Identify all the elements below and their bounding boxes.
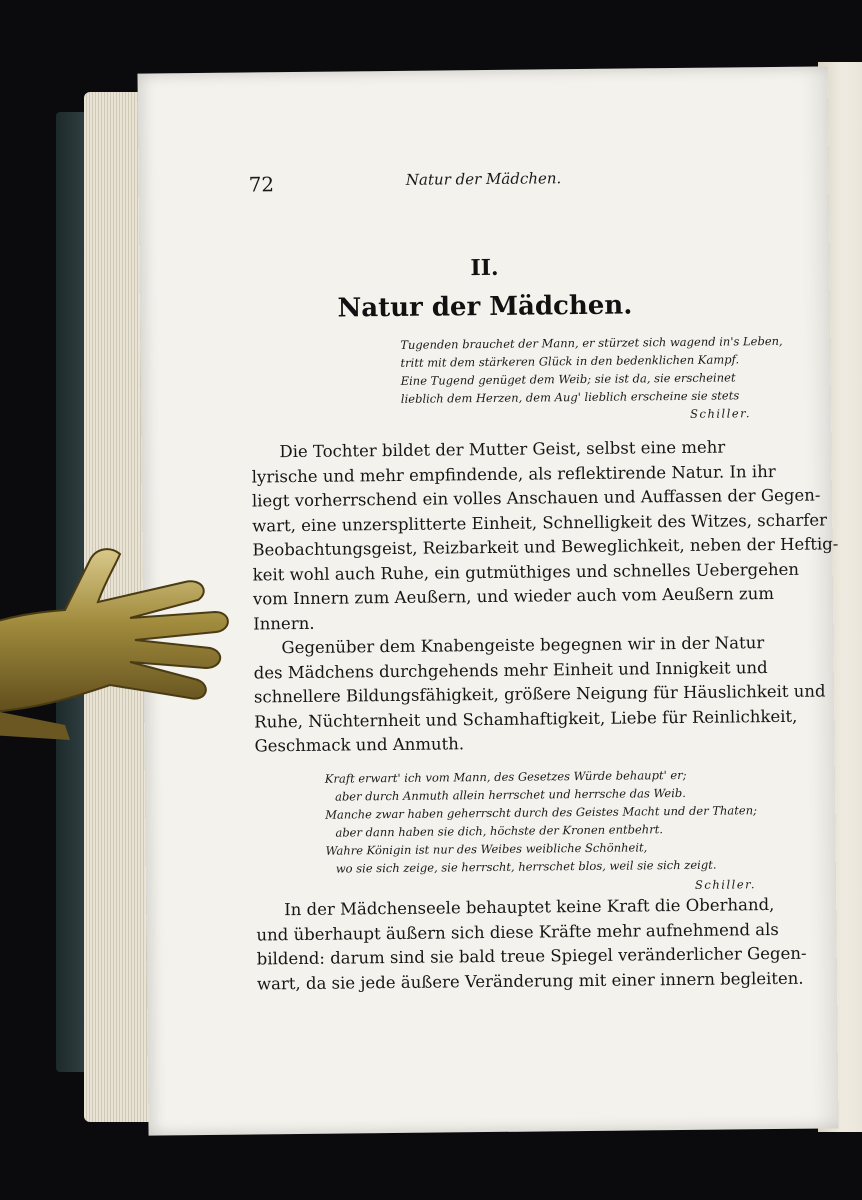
poem-verse	[325, 765, 756, 897]
motto-attribution: Schiller.	[690, 406, 752, 421]
text-line: bildend: darum sind sie bald treue Spiegel veränderlicher Gegen-	[256, 943, 807, 969]
poem-line: Manche zwar haben geherrscht durch des Geistes Macht und der Thaten;	[325, 803, 758, 822]
text-line: wart, eine unzersplitterte Einheit, Schnelligkeit des Witzes, scharfer	[252, 509, 828, 535]
text-line: keit wohl auch Ruhe, ein gutmüthiges und schnelles Uebergehen	[252, 559, 800, 584]
running-title: Natur der Mädchen.	[405, 169, 562, 189]
motto-line: Tugenden brauchet der Mann, er stürzet sich wagend in's Leben,	[400, 333, 783, 352]
book-page	[137, 66, 838, 1135]
poem-line: Kraft erwart' ich vom Mann, des Gesetzes Würde behaupt' er;	[324, 767, 687, 786]
text-line: vom Innern zum Aeußern, und wieder auch vom Aeußern zum	[252, 584, 775, 609]
brass-hand-bookmark	[0, 520, 240, 780]
poem-line: wo sie sich zeige, sie herrscht, herrschet blos, weil sie sich zeigt.	[335, 857, 717, 876]
motto-line: Eine Tugend genüget dem Weib; sie ist da, sie erscheinet	[400, 370, 736, 388]
text-line: schnellere Bildungsfähigkeit, größere Neigung für Häuslichkeit und	[253, 681, 826, 707]
text-line: lyrische und mehr empfindende, als reflektirende Natur. In ihr	[251, 461, 776, 486]
text-line: In der Mädchenseele behauptet keine Kraft die Oberhand,	[284, 895, 775, 920]
motto-verse	[400, 332, 783, 426]
poem-line: aber dann haben sie dich, höchste der Kronen entbehrt.	[335, 822, 664, 840]
paragraph-2	[253, 631, 826, 759]
text-line: Die Tochter bildet der Mutter Geist, selbst eine mehr	[279, 437, 726, 462]
text-line: Innern.	[253, 613, 315, 633]
text-line: Gegenüber dem Knabengeiste begegnen wir in der Natur	[281, 633, 765, 658]
text-line: liegt vorherrschend ein volles Anschauen und Auffassen der Gegen-	[251, 485, 821, 511]
poem-line: aber durch Anmuth allein herrschet und herrsche das Weib.	[334, 785, 686, 804]
text-line: Geschmack und Anmuth.	[254, 734, 465, 756]
chapter-number: II.	[470, 254, 499, 282]
poem-attribution: Schiller.	[694, 877, 757, 892]
paragraph-1	[251, 435, 839, 636]
text-line: wart, da sie jede äußere Veränderung mit einer innern begleiten.	[256, 968, 804, 993]
page-number: 72	[248, 172, 275, 197]
text-line: Beobachtungsgeist, Reizbarkeit und Beweglichkeit, neben der Heftig-	[252, 534, 839, 560]
poem-line: Wahre Königin ist nur des Weibes weibliche Schönheit,	[325, 840, 648, 858]
chapter-title: Natur der Mädchen.	[337, 290, 633, 324]
motto-line: lieblich dem Herzen, dem Aug' lieblich erscheine sie stets	[400, 388, 740, 406]
paragraph-3	[256, 893, 807, 996]
text-line: des Mädchens durchgehends mehr Einheit und Innigkeit und	[253, 657, 768, 682]
running-head	[139, 166, 829, 203]
text-line: Ruhe, Nüchternheit und Schamhaftigkeit, Liebe für Reinlichkeit,	[254, 706, 798, 731]
text-line: und überhaupt äußern sich diese Kräfte mehr aufnehmend als	[256, 919, 779, 944]
motto-line: tritt mit dem stärkeren Glück in den bedenklichen Kampf.	[400, 352, 740, 370]
